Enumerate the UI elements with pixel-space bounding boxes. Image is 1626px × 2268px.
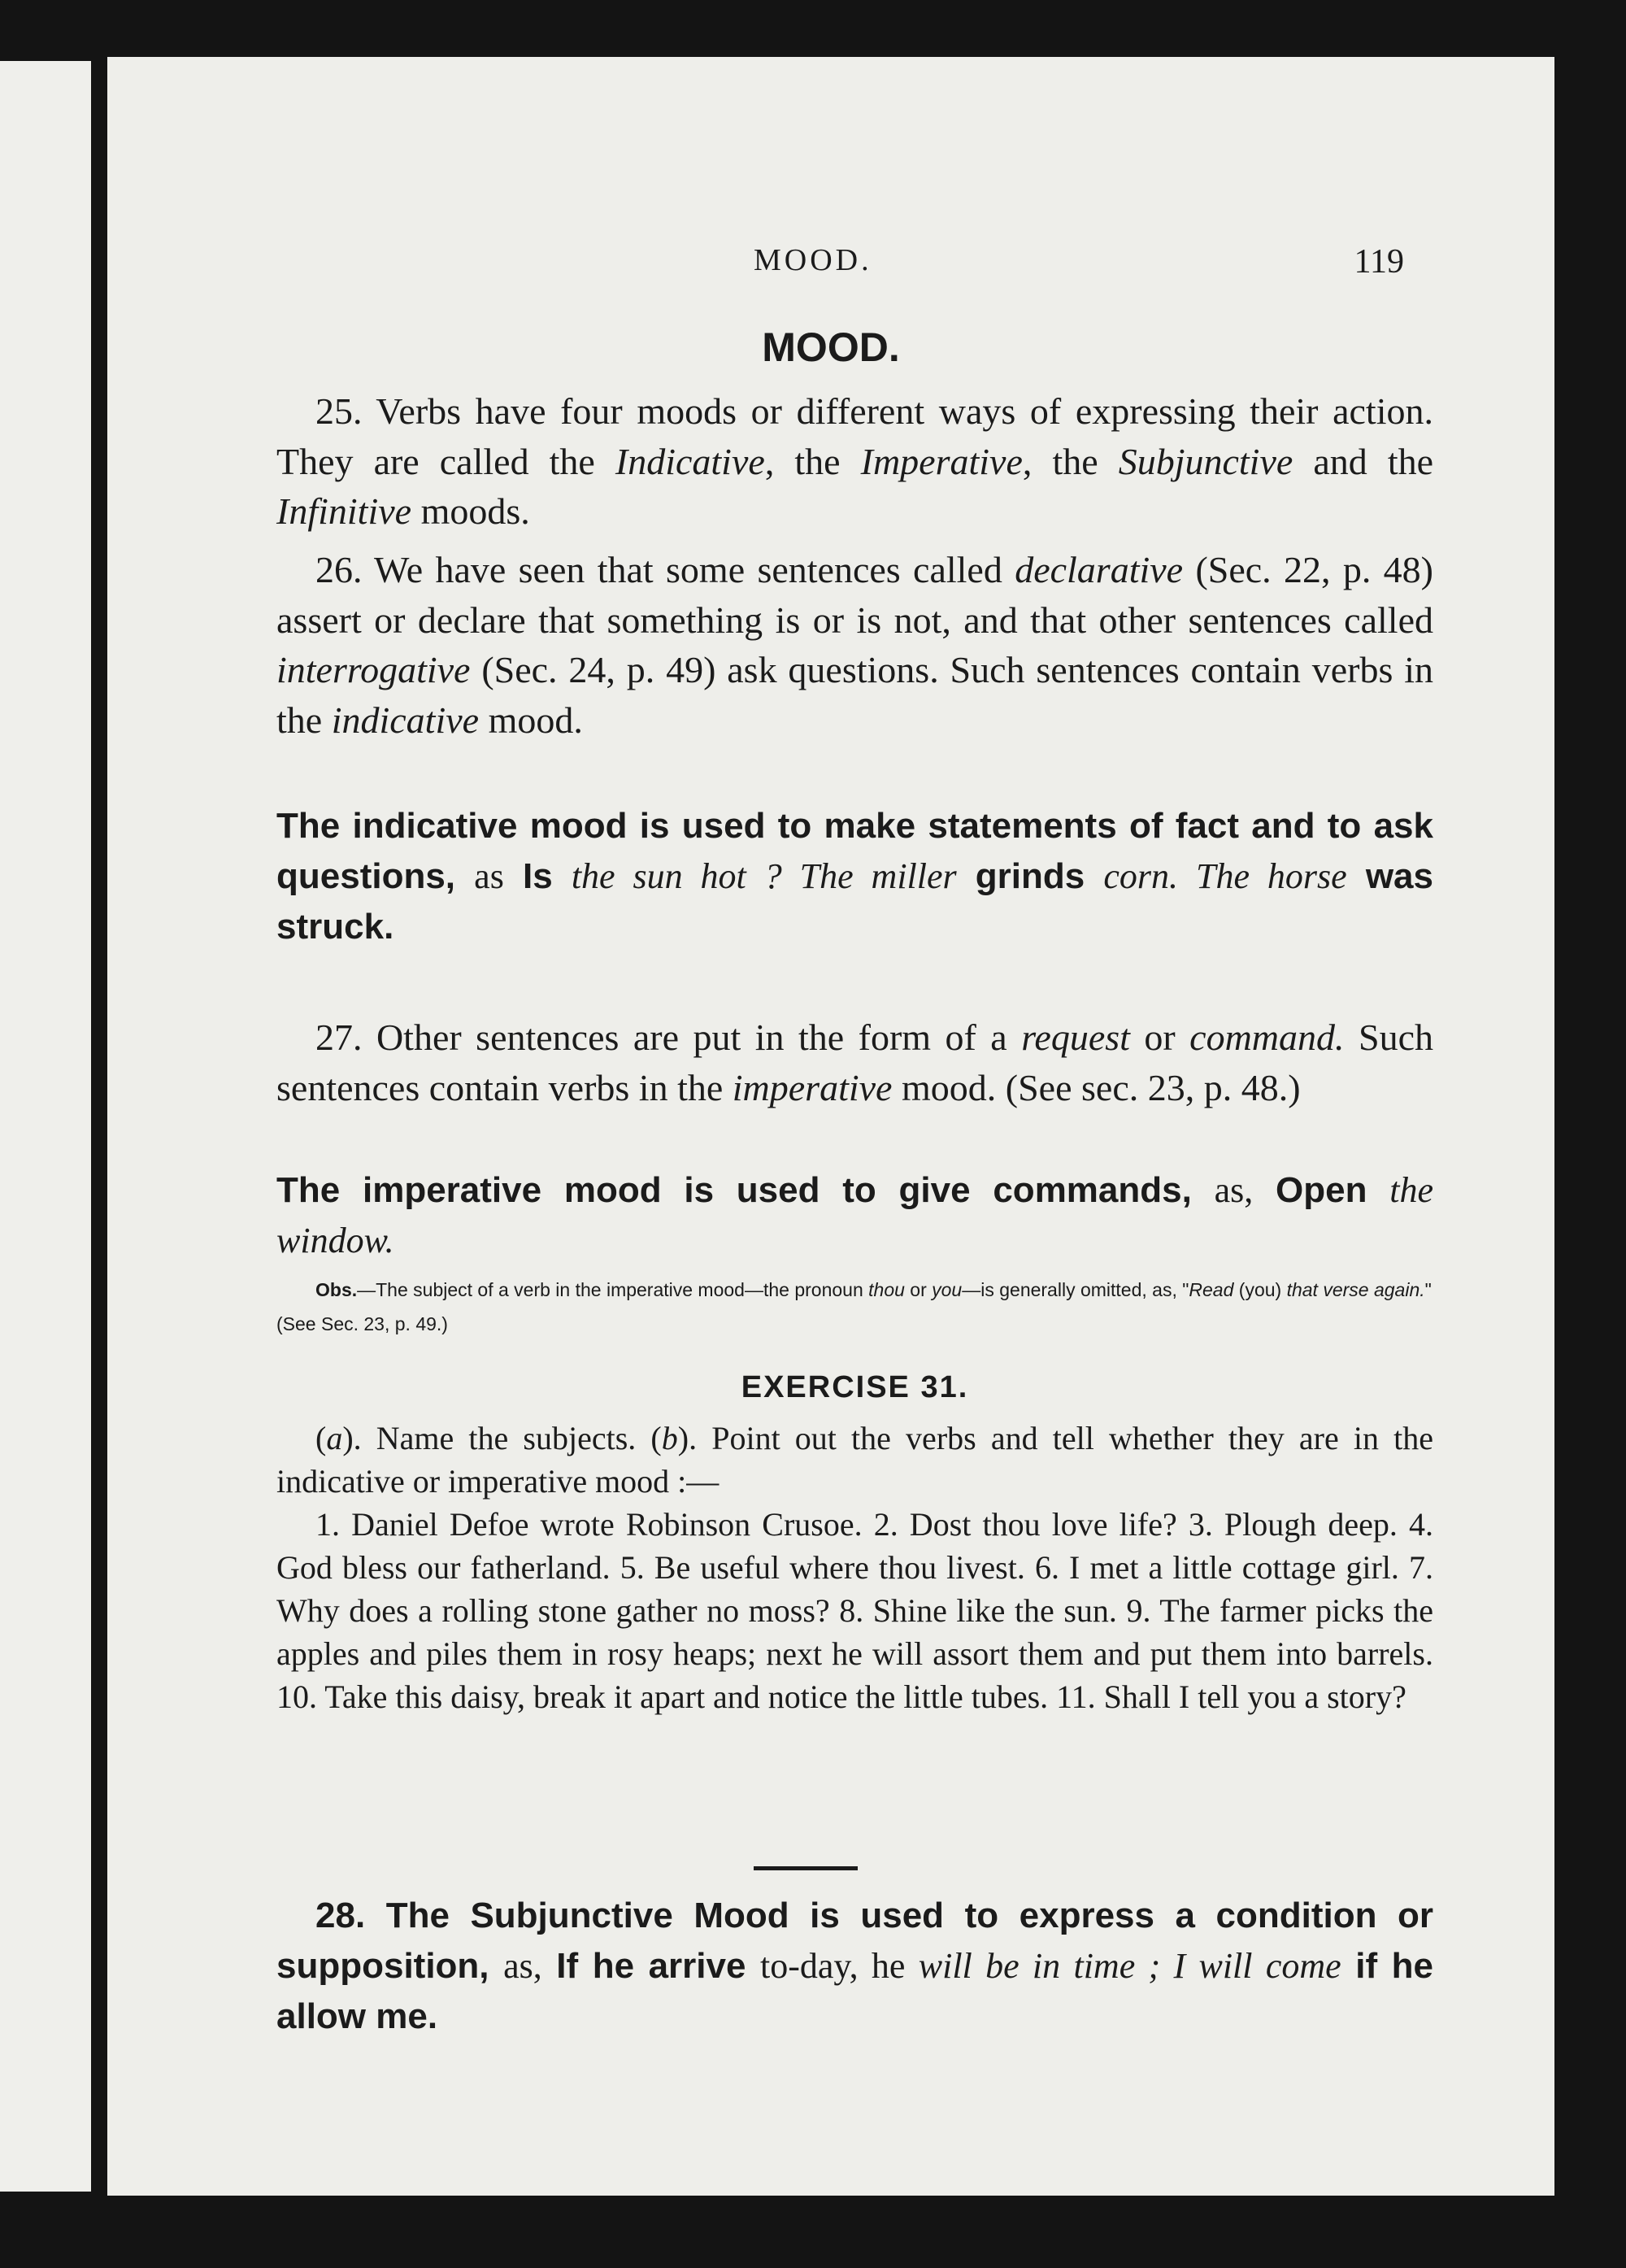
text: mood. (See sec. 23, p. 48.)	[892, 1066, 1301, 1108]
page-number: 119	[1354, 243, 1404, 281]
paragraph-26	[276, 545, 1433, 745]
text: he	[858, 1946, 919, 1986]
text: The indicative mood is used to make statements of fact and to ask questions,	[276, 806, 1433, 896]
rule-imperative-text	[276, 1165, 1433, 1266]
text: or	[904, 1279, 933, 1300]
paragraph-27	[276, 1012, 1433, 1112]
text: —The subject of a verb in the imperative mood—the pronoun	[357, 1279, 869, 1300]
example-italic: the window.	[276, 1170, 1433, 1260]
term-request: request	[1021, 1016, 1130, 1058]
text: or	[1129, 1016, 1190, 1058]
term-subjunctive: Subjunctive	[1118, 440, 1293, 482]
text: as,	[1214, 1170, 1254, 1210]
text: to-day,	[760, 1946, 859, 1986]
exercise-sentences: 1. Daniel Defoe wrote Robinson Crusoe. 2. Dost thou love life? 3. Plough deep. 4. God bless our fatherland. 5. Be useful where thou livest. 6. I met a little cottage girl. 7. Why does a rolling stone gather no moss? 8. Shine like the sun. 9. The farmer picks the apples and piles them in rosy heaps; next he will assort them and put them into barrels. 10. Take this daisy, break it apart and notice the little tubes. 11. Shall I tell you a story?	[276, 1506, 1433, 1715]
exercise-instructions	[276, 1417, 1433, 1503]
observation-note	[276, 1273, 1433, 1341]
example-italic: will be in time ; I will come	[918, 1946, 1341, 1986]
example-italic: the sun hot ? The miller	[571, 856, 957, 896]
text: 28. The Subjunctive Mood is used to express a condition or supposition,	[276, 1896, 1433, 1986]
term-imperative: Imperative	[860, 440, 1023, 482]
text: as	[474, 856, 504, 896]
section-26	[276, 545, 1433, 745]
term-command: command.	[1189, 1016, 1345, 1058]
exercise-31	[276, 1370, 1433, 1718]
text: ). Name the subjects. (	[342, 1420, 662, 1456]
term-declarative: declarative	[1015, 549, 1184, 590]
text: Open	[1253, 1170, 1390, 1210]
text: Read	[1189, 1279, 1234, 1300]
section-28	[276, 1891, 1433, 2042]
text: Is	[503, 856, 572, 896]
term-indicative: indicative	[331, 699, 480, 741]
text: 25. Verbs have four moods or different ways of expressing their action. They are called the	[276, 390, 1433, 482]
text: 27. Other sentences are put in the form of a	[315, 1016, 1022, 1058]
paragraph-25	[276, 386, 1433, 537]
page-header	[107, 242, 1554, 316]
text: moods.	[411, 490, 530, 532]
text: mood.	[479, 699, 583, 741]
text: and the	[1293, 440, 1434, 482]
obs-label: Obs.	[315, 1279, 358, 1300]
observation-text	[276, 1273, 1433, 1341]
section-25	[276, 386, 1433, 537]
running-head: MOOD.	[754, 243, 872, 277]
rule-indicative	[276, 801, 1433, 952]
adjacent-page-edge	[0, 61, 91, 2192]
example-italic: corn. The horse	[1103, 856, 1347, 896]
text: —is generally omitted, as, "	[962, 1279, 1189, 1300]
term-indicative: Indicative	[615, 440, 765, 482]
term-interrogative: interrogative	[276, 649, 471, 690]
text: (	[315, 1420, 327, 1456]
text: a	[326, 1420, 343, 1456]
rule-imperative	[276, 1165, 1433, 1266]
text: , the	[1022, 440, 1119, 482]
text: 26. We have seen that some sentences called	[315, 549, 1015, 590]
section-title: MOOD.	[762, 324, 900, 370]
text: ). Point out the verbs and tell whether they are in the indicative or imperative mood :—	[276, 1420, 1433, 1500]
text: that verse again.	[1286, 1279, 1425, 1300]
section-divider	[754, 1866, 858, 1870]
term-imperative: imperative	[732, 1066, 893, 1108]
term-infinitive: Infinitive	[276, 490, 412, 532]
text: (Sec. 24, p. 49) ask questions. Such sentences contain verbs in the	[276, 649, 1433, 741]
text: if he allow me.	[276, 1946, 1433, 2036]
text: b	[661, 1420, 678, 1456]
text: (you)	[1233, 1279, 1287, 1300]
text: If he arrive	[541, 1946, 761, 1986]
book-page	[107, 57, 1554, 2196]
text: , the	[764, 440, 861, 482]
text: The imperative mood is used to give commands,	[276, 1170, 1215, 1210]
paragraph-28	[276, 1891, 1433, 2042]
text: as,	[503, 1946, 542, 1986]
text: grinds	[956, 856, 1104, 896]
text: Such sentences contain verbs in the	[276, 1016, 1433, 1108]
text: you	[932, 1279, 963, 1300]
section-27	[276, 1012, 1433, 1112]
exercise-title: EXERCISE 31.	[741, 1370, 969, 1404]
rule-indicative-text	[276, 801, 1433, 952]
text: (Sec. 22, p. 48) assert or declare that something is or is not, and that other sentences called	[276, 549, 1433, 641]
text: " (See Sec. 23, p. 49.)	[276, 1279, 1432, 1334]
text: was struck.	[276, 856, 1434, 947]
text: thou	[868, 1279, 905, 1300]
